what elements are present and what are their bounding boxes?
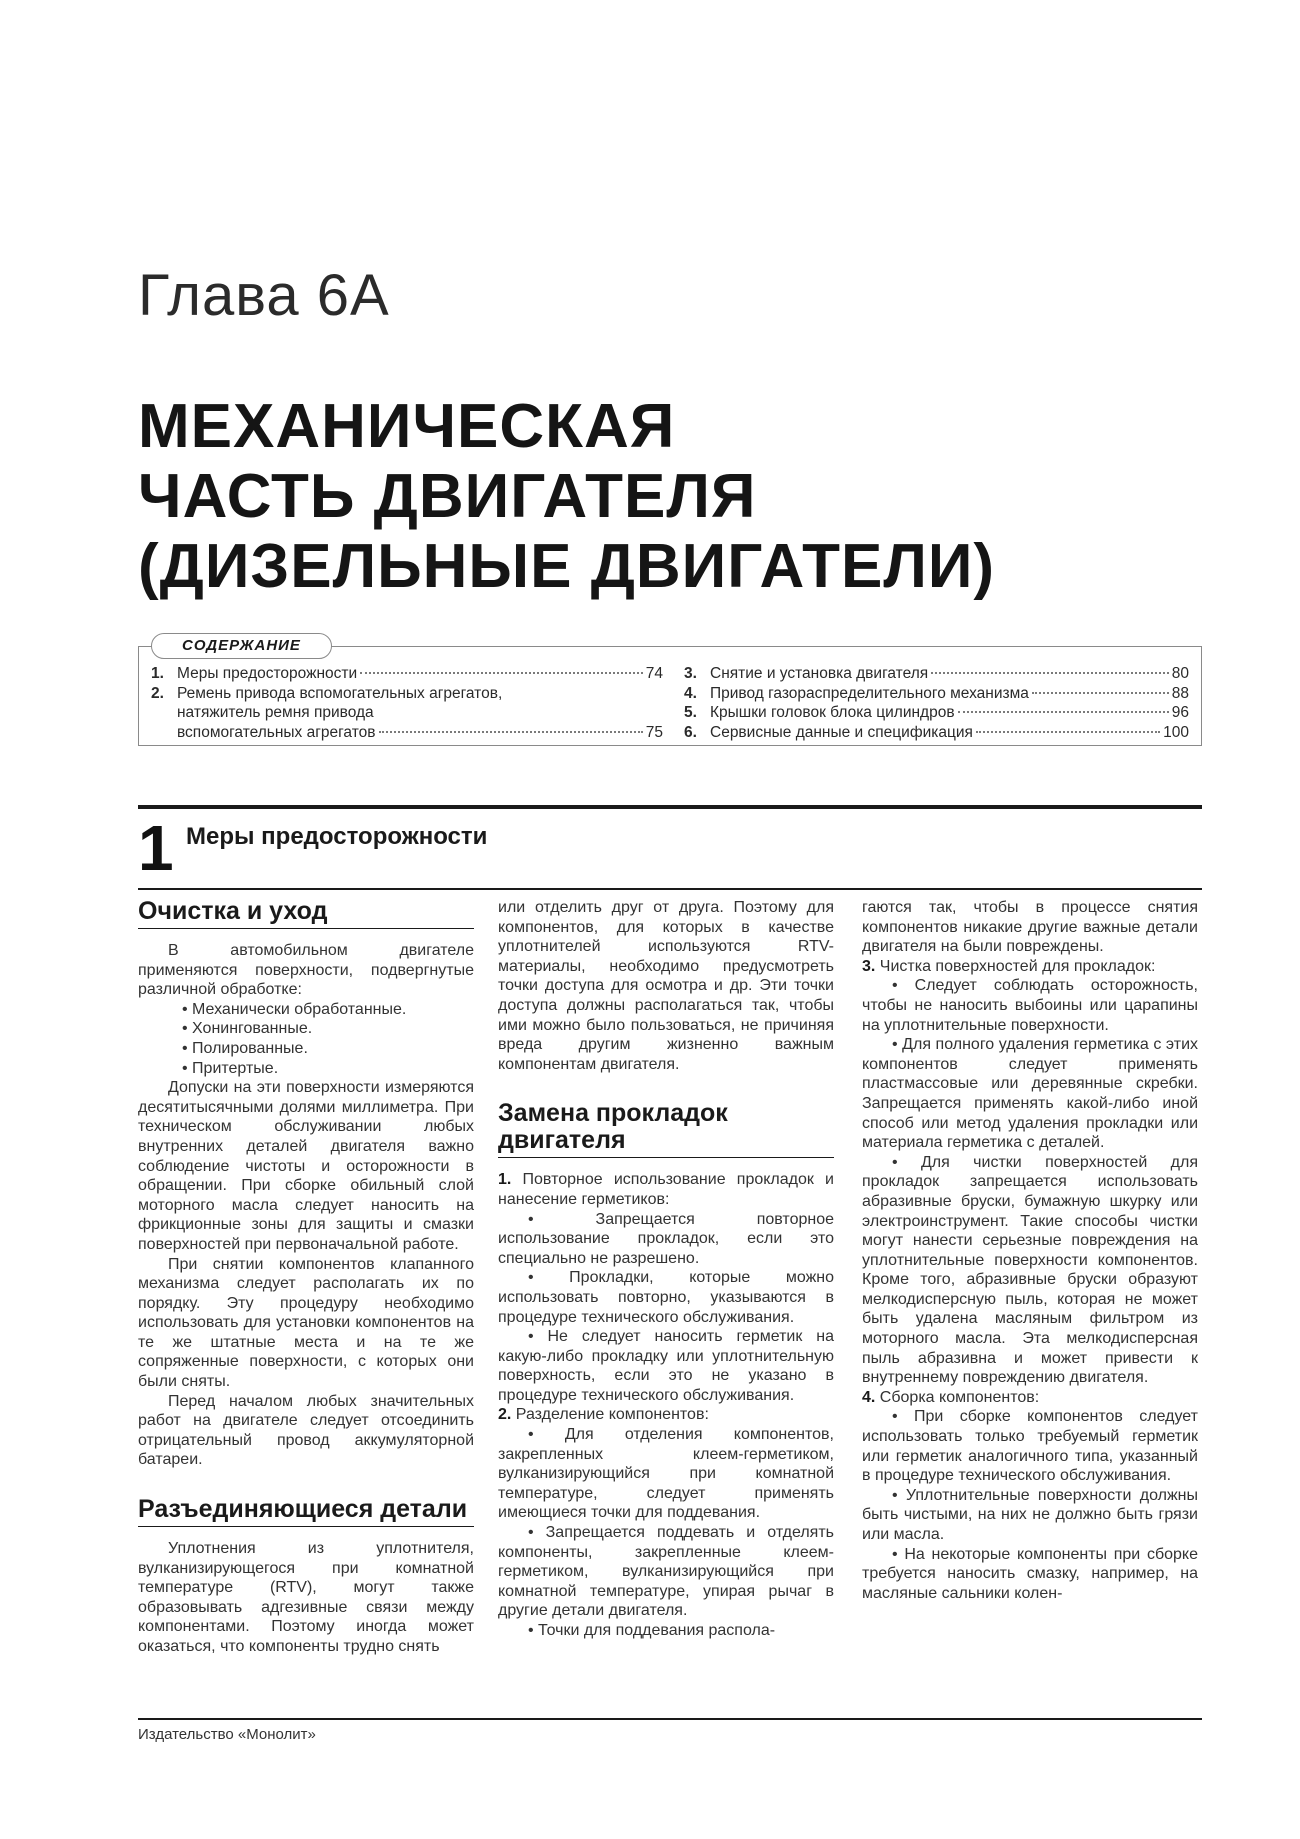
toc-leader-dots bbox=[360, 672, 643, 674]
bullet-paragraph: • При сборке компонентов следует использовать только требуемый герметик или герметик аналогичного типа, указанный в процедуре технического обслуживания. bbox=[862, 1408, 1198, 1485]
chapter-label: Глава 6А bbox=[138, 263, 390, 328]
paragraph: В автомобильном двигателе применяются поверхности, подвергнутые различной обработке: bbox=[138, 942, 474, 999]
toc-leader-dots bbox=[958, 711, 1169, 713]
paragraph: При снятии компонентов клапанного механизма следует располагать их по порядку. Эту процедуру необходимо использовать для установки компонентов на те же штатные места и на те же сопряженные поверхности, с которых они были сняты. bbox=[138, 1255, 474, 1391]
bullet-paragraph: • Для отделения компонентов, закрепленных клеем-герметиком, вулканизирующийся при комнатной температуре, следует применять имеющиеся точки для поддевания. bbox=[498, 1426, 834, 1522]
chapter-title-line: ЧАСТЬ ДВИГАТЕЛЯ bbox=[138, 462, 757, 531]
footer-publisher: Издательство «Монолит» bbox=[138, 1726, 316, 1743]
text-column-2 bbox=[498, 898, 834, 1641]
bullet-paragraph: • Запрещается поддевать и отделять компоненты, закрепленные клеем-герметиком, вулканизирующийся при комнатной температуре, упирая рычаг в другие детали двигателя. bbox=[498, 1524, 834, 1620]
numbered-item: 1. Повторное использование прокладок и нанесение герметиков: bbox=[498, 1171, 834, 1208]
paragraph: или отделить друг от друга. Поэтому для компонентов, для которых в качестве уплотнителей используются RTV-материалы, необходимо предусмотреть точки доступа для осмотра и др. Эти точки доступа должны располагаться так, чтобы ими можно было пользоваться, не причиняя вреда другим жизненно важным компонентам двигателя. bbox=[498, 899, 834, 1073]
list-item: • Хонингованные. bbox=[182, 1020, 313, 1038]
subheading-cleaning: Очистка и уход bbox=[138, 898, 474, 929]
paragraph: Допуски на эти поверхности измеряются десятитысячными долями миллиметра. При техническом обслуживании любых внутренних деталей двигателя важно соблюдение чистоты и осторожности в обращении. При сборке обильный слой моторного масла следует наносить на фрикционные зоны для защиты и смазки поверхностей при первоначальной работе. bbox=[138, 1079, 474, 1253]
bullet-paragraph: • Прокладки, которые можно использовать повторно, указываются в процедуре технического обслуживания. bbox=[498, 1269, 834, 1326]
bullet-paragraph: • Для чистки поверхностей для прокладок запрещается использовать абразивные бруски, бумажную шкурку или электроинструмент. Такие способы чистки могут нанести серьезные повреждения на уплотнительные поверхности компонентов. Кроме того, абразивные бруски образуют мелкодисперсную пыль, которая не может быть удалена масляным фильтром из моторного масла. Эта мелкодисперсная пыль абразивна и может привести к внутреннему повреждению двигателя. bbox=[862, 1153, 1198, 1387]
toc-item-timing-drive[interactable] bbox=[684, 684, 1189, 704]
toc-item-title: Ремень привода вспомогательных агрегатов, bbox=[177, 684, 503, 702]
toc-item-page: 80 bbox=[1171, 665, 1189, 682]
bullet-paragraph: • Для полного удаления герметика с этих компонентов следует применять пластмассовые или деревянные скребки. Запрещается применять какой-либо иной способ или метод удаления прокладки или материала герметика с деталей. bbox=[862, 1036, 1198, 1152]
toc-item-engine-removal[interactable] bbox=[684, 664, 1189, 684]
numbered-item: 4. Сборка компонентов: bbox=[862, 1388, 1040, 1406]
toc-item-title: Сервисные данные и спецификация bbox=[710, 723, 973, 741]
bullet-paragraph: • Точки для поддевания распола- bbox=[528, 1622, 776, 1639]
section-number: 1 bbox=[138, 812, 174, 884]
toc-item-title: Меры предосторожности bbox=[177, 665, 358, 682]
bullet-paragraph: • Не следует наносить герметик на какую-либо прокладку или уплотнительную поверхность, если это не указано в процедуре технического обслуживания. bbox=[498, 1328, 834, 1404]
list-item: • Механически обработанные. bbox=[182, 1000, 407, 1018]
toc-item-title: Крышки головок блока цилиндров bbox=[710, 704, 955, 721]
text-column-3 bbox=[862, 898, 1198, 1603]
list-item: • Полированные. bbox=[182, 1039, 308, 1057]
toc-item-service-data[interactable] bbox=[684, 723, 1189, 743]
bullet-paragraph: • На некоторые компоненты при сборке требуется наносить смазку, например, на масляные сальники колен- bbox=[862, 1545, 1198, 1602]
toc-leader-dots bbox=[379, 731, 643, 733]
numbered-item: 2. Разделение компонентов: bbox=[498, 1406, 709, 1424]
footer-rule bbox=[138, 1718, 1202, 1720]
paragraph: Перед началом любых значительных работ на двигателе следует отсоединить отрицательный провод аккумуляторной батареи. bbox=[138, 1392, 474, 1469]
list-item: • Притертые. bbox=[182, 1059, 279, 1077]
table-of-contents bbox=[138, 637, 1202, 746]
toc-item-title: вспомогательных агрегатов bbox=[177, 723, 376, 741]
subheading-separable-parts: Разъединяющиеся детали bbox=[138, 1496, 474, 1527]
toc-item-title: Снятие и установка двигателя bbox=[710, 665, 929, 682]
toc-leader-dots bbox=[1032, 692, 1169, 694]
chapter-title bbox=[138, 392, 995, 602]
toc-item-precautions[interactable] bbox=[151, 664, 663, 684]
paragraph: гаются так, чтобы в процессе снятия компонентов никакие другие важные детали двигателя на были повреждены. bbox=[862, 899, 1198, 956]
chapter-title-line: МЕХАНИЧЕСКАЯ bbox=[138, 392, 676, 461]
bullet-paragraph: • Запрещается повторное использование прокладок, если это специально не разрешено. bbox=[498, 1210, 834, 1267]
toc-item-number: 6. bbox=[684, 723, 697, 741]
toc-item-number: 2. bbox=[151, 684, 164, 702]
toc-item-drive-belt[interactable] bbox=[151, 684, 663, 743]
toc-item-cylinder-head-covers[interactable] bbox=[684, 703, 1189, 723]
toc-column-left bbox=[151, 664, 663, 742]
section-bottom-rule bbox=[138, 888, 1202, 890]
toc-item-number: 5. bbox=[684, 704, 697, 721]
section-top-rule bbox=[138, 805, 1202, 809]
toc-label: СОДЕРЖАНИЕ bbox=[151, 633, 332, 659]
section-title: Меры предосторожности bbox=[186, 823, 488, 850]
toc-item-page: 74 bbox=[645, 665, 663, 682]
text-column-1 bbox=[138, 898, 474, 1657]
subheading-gasket-replacement: Замена прокладок двигателя bbox=[498, 1100, 834, 1158]
toc-item-number: 1. bbox=[151, 665, 164, 682]
toc-item-page: 100 bbox=[1163, 723, 1189, 741]
toc-leader-dots bbox=[976, 731, 1160, 733]
toc-item-title: натяжитель ремня привода bbox=[177, 704, 374, 721]
toc-item-title: Привод газораспределительного механизма bbox=[710, 684, 1029, 702]
bullet-paragraph: • Уплотнительные поверхности должны быть чистыми, на них не должно быть грязи или масла. bbox=[862, 1486, 1198, 1543]
chapter-title-line: (ДИЗЕЛЬНЫЕ ДВИГАТЕЛИ) bbox=[138, 532, 996, 601]
toc-item-page: 88 bbox=[1171, 684, 1189, 702]
toc-column-right bbox=[684, 664, 1189, 742]
toc-item-number: 4. bbox=[684, 684, 697, 702]
toc-item-page: 75 bbox=[645, 723, 663, 741]
toc-item-page: 96 bbox=[1171, 704, 1189, 721]
toc-leader-dots bbox=[931, 672, 1169, 674]
toc-item-number: 3. bbox=[684, 665, 697, 682]
paragraph: Уплотнения из уплотнителя, вулканизирующегося при комнатной температуре (RTV), могут также образовывать адгезивные связи между компонентами. Поэтому иногда может оказаться, что компоненты трудно снять bbox=[138, 1540, 474, 1655]
numbered-item: 3. Чистка поверхностей для прокладок: bbox=[862, 957, 1156, 975]
bullet-paragraph: • Следует соблюдать осторожность, чтобы не наносить выбоины или царапины на уплотнительные поверхности. bbox=[862, 977, 1198, 1034]
